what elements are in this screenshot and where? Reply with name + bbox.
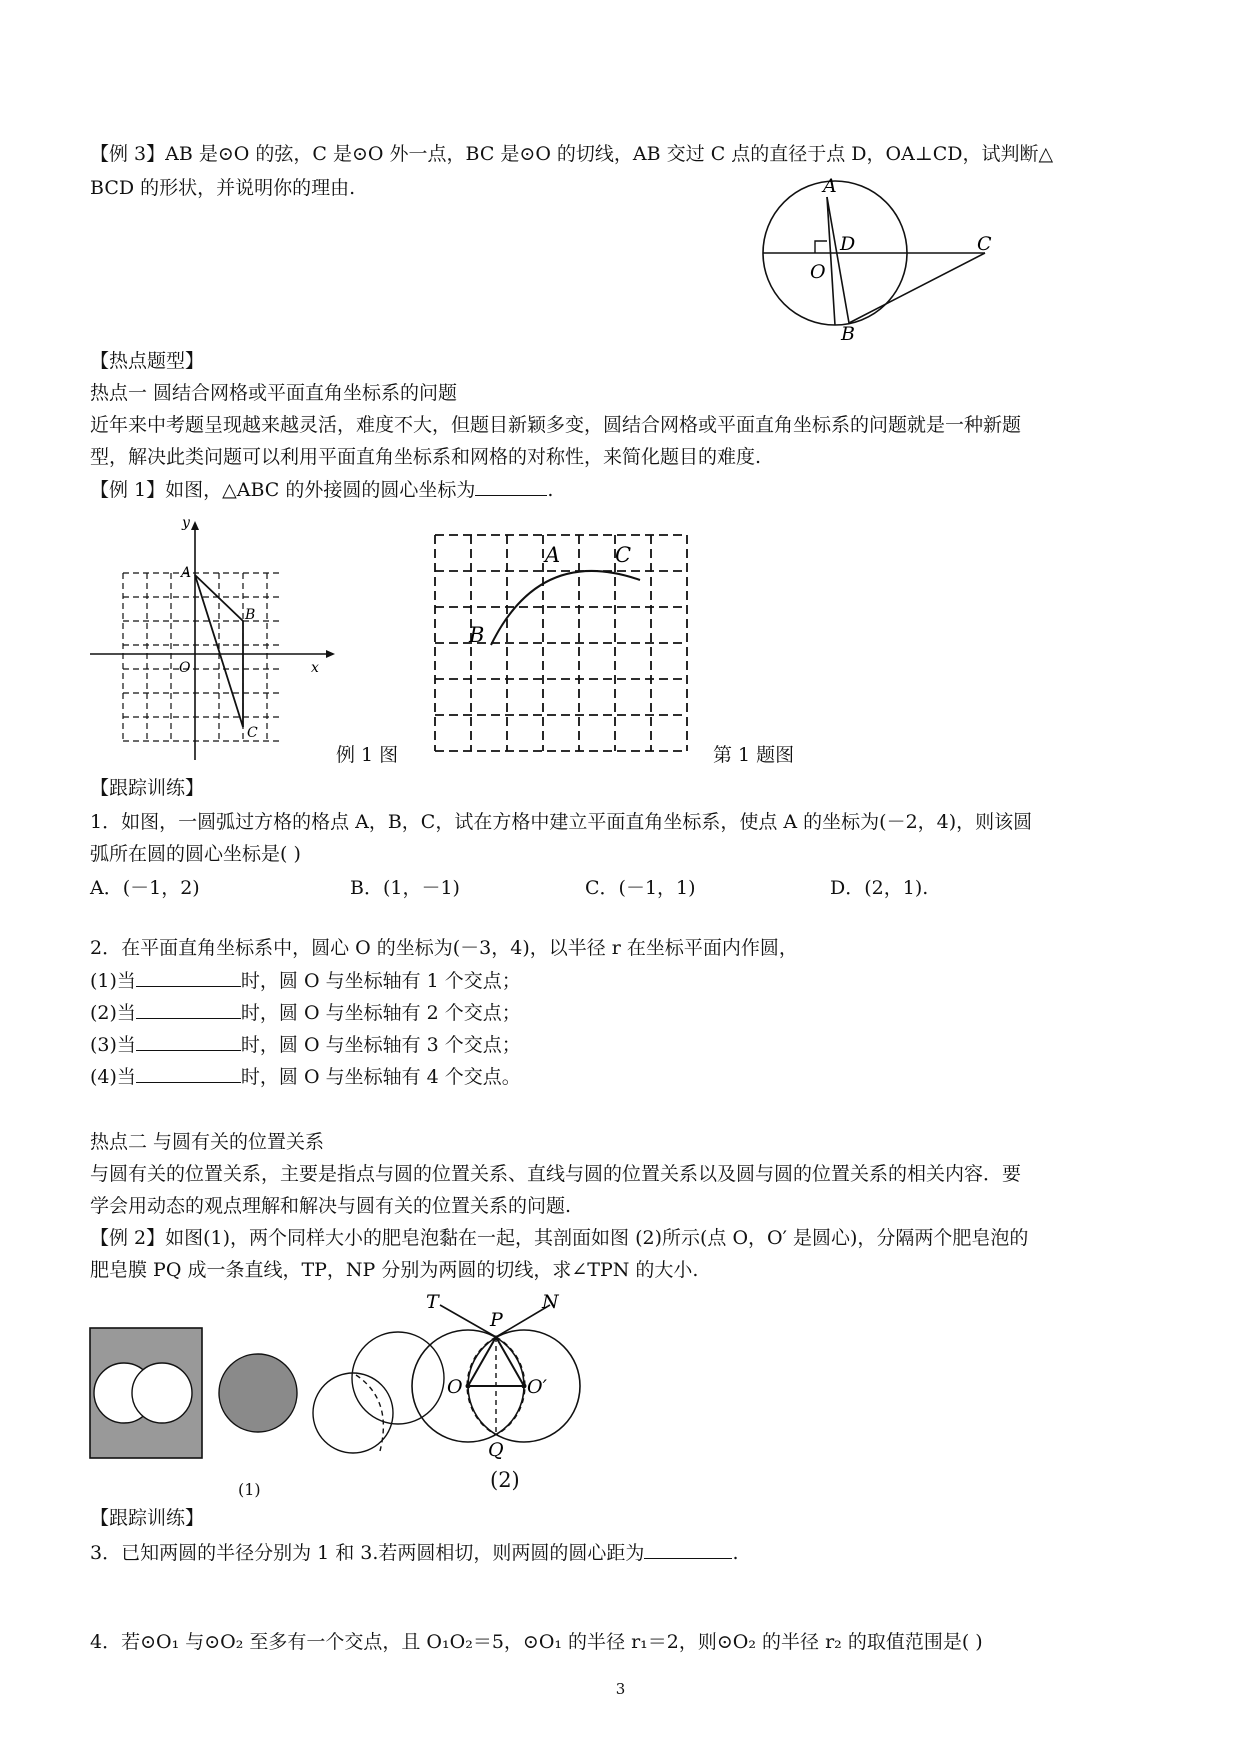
ex1-question xyxy=(90,473,1165,506)
ex3-label-C: C xyxy=(977,233,992,255)
ex3-line2: BCD 的形状，并说明你的理由. xyxy=(90,177,356,199)
q2-item-2-pre: (2)当 xyxy=(90,1002,136,1024)
ex1-label-B: B xyxy=(245,607,256,623)
hot2-intro1: 与圆有关的位置关系，主要是指点与圆的位置关系、直线与圆的位置关系以及圆与圆的位置关系的相关内容．要 xyxy=(90,1163,1022,1185)
ex2-label-N: N xyxy=(542,1291,559,1313)
hot1-intro2: 型，解决此类问题可以利用平面直角坐标系和网格的对称性，来简化题目的难度. xyxy=(90,446,762,468)
page-number: 3 xyxy=(615,1680,626,1698)
q2-item-2 xyxy=(90,996,1165,1029)
track-heading-1: 【跟踪训练】 xyxy=(90,777,205,799)
ex1-caption: 例 1 图 xyxy=(336,744,399,766)
ex2-caption-2: (2) xyxy=(490,1468,520,1492)
hot1-title: 热点一 圆结合网格或平面直角坐标系的问题 xyxy=(90,382,458,404)
ex2-caption-1: (1) xyxy=(238,1480,261,1499)
ex2-label-O-prime: O′ xyxy=(527,1376,547,1398)
hot2-title: 热点二 与圆有关的位置关系 xyxy=(90,1131,325,1153)
ex1-label-C: C xyxy=(247,725,258,741)
ex1-answer-blank[interactable] xyxy=(475,473,547,496)
hot-heading: 【热点题型】 xyxy=(90,350,205,372)
q2-blank-2[interactable] xyxy=(136,996,241,1019)
q2-item-1-pre: (1)当 xyxy=(90,970,136,992)
ex2-line2: 肥皂膜 PQ 成一条直线，TP，NP 分别为两圆的切线，求∠TPN 的大小. xyxy=(90,1259,699,1281)
q4: 4．若⊙O₁ 与⊙O₂ 至多有一个交点，且 O₁O₂＝5，⊙O₁ 的半径 r₁＝2，则⊙O₂ 的半径 r₂ 的取值范围是( ) xyxy=(90,1631,983,1653)
ex1-label-A: A xyxy=(181,565,192,581)
q2-blank-3[interactable] xyxy=(136,1028,241,1051)
ex1-label-y: y xyxy=(182,515,190,531)
ex2-label-Q: Q xyxy=(488,1439,504,1461)
q2-item-3 xyxy=(90,1028,1165,1061)
track-heading-2: 【跟踪训练】 xyxy=(90,1507,205,1529)
ex2-label-P: P xyxy=(490,1309,503,1331)
q2-item-3-pre: (3)当 xyxy=(90,1034,136,1056)
q2-item-4 xyxy=(90,1060,1165,1093)
ex2-figure-2 xyxy=(410,1290,590,1465)
ex2-label-T: T xyxy=(426,1291,439,1313)
q2-blank-4[interactable] xyxy=(136,1060,241,1083)
q2-item-4-post: 时，圆 O 与坐标轴有 4 个交点。 xyxy=(240,1066,521,1088)
q1-option-d[interactable]: D．(2，1). xyxy=(830,877,929,899)
ex3-label-B: B xyxy=(841,323,855,345)
ex1-suffix: . xyxy=(547,479,554,501)
q1-option-c[interactable]: C．(－1，1) xyxy=(585,877,696,899)
ex3-label-O: O xyxy=(810,261,826,283)
q2-item-3-post: 时，圆 O 与坐标轴有 3 个交点； xyxy=(240,1034,521,1056)
q2-item-1-post: 时，圆 O 与坐标轴有 1 个交点； xyxy=(240,970,521,992)
q1-grid-figure xyxy=(425,525,695,775)
q1-option-a[interactable]: A．(－1，2) xyxy=(90,877,200,899)
q2-item-4-pre: (4)当 xyxy=(90,1066,136,1088)
ex3-label-A: A xyxy=(823,175,837,197)
q3-answer-blank[interactable] xyxy=(644,1536,732,1559)
ex3-line1: 【例 3】AB 是⊙O 的弦，C 是⊙O 外一点，BC 是⊙O 的切线，AB 交过 C 点的直径于点 D，OA⊥CD，试判断△ xyxy=(90,143,1054,165)
hot1-intro1: 近年来中考题呈现越来越灵活，难度不大，但题目新颖多变，圆结合网格或平面直角坐标系的问题就是一种新题 xyxy=(90,414,1022,436)
q2-item-1 xyxy=(90,964,1165,997)
q1-caption: 第 1 题图 xyxy=(713,744,795,766)
q1-label-C: C xyxy=(615,543,632,567)
q1-label-B: B xyxy=(469,623,485,647)
ex3-label-D: D xyxy=(840,233,856,255)
ex3-figure xyxy=(755,170,1055,350)
ex2-line1: 【例 2】如图(1)，两个同样大小的肥皂泡黏在一起，其剖面如图 (2)所示(点 O，O′ 是圆心)，分隔两个肥皂泡的 xyxy=(90,1227,1029,1249)
q3 xyxy=(90,1536,1165,1569)
ex1-grid-figure xyxy=(85,515,345,765)
ex2-label-O: O xyxy=(447,1376,463,1398)
q1-line2: 弧所在圆的圆心坐标是( ) xyxy=(90,843,301,865)
q2-stem: 2．在平面直角坐标系中，圆心 O 的坐标为(－3，4)，以半径 r 在坐标平面内作圆， xyxy=(90,937,798,959)
ex1-label-O: O xyxy=(179,660,191,676)
q3-post: . xyxy=(732,1542,739,1564)
q2-item-2-post: 时，圆 O 与坐标轴有 2 个交点； xyxy=(240,1002,521,1024)
ex1-prefix: 【例 1】如图，△ABC 的外接圆的圆心坐标为 xyxy=(90,479,476,501)
ex1-label-x: x xyxy=(311,660,319,676)
q3-pre: 3．已知两圆的半径分别为 1 和 3.若两圆相切，则两圆的圆心距为 xyxy=(90,1542,645,1564)
q1-label-A: A xyxy=(545,543,561,567)
q1-option-b[interactable]: B．(1，－1) xyxy=(350,877,460,899)
hot2-intro2: 学会用动态的观点理解和解决与圆有关的位置关系的问题. xyxy=(90,1195,572,1217)
q2-blank-1[interactable] xyxy=(136,964,241,987)
q1-line1: 1．如图，一圆弧过方格的格点 A，B，C，试在方格中建立平面直角坐标系，使点 A 的坐标为(－2，4)，则该圆 xyxy=(90,811,1033,833)
